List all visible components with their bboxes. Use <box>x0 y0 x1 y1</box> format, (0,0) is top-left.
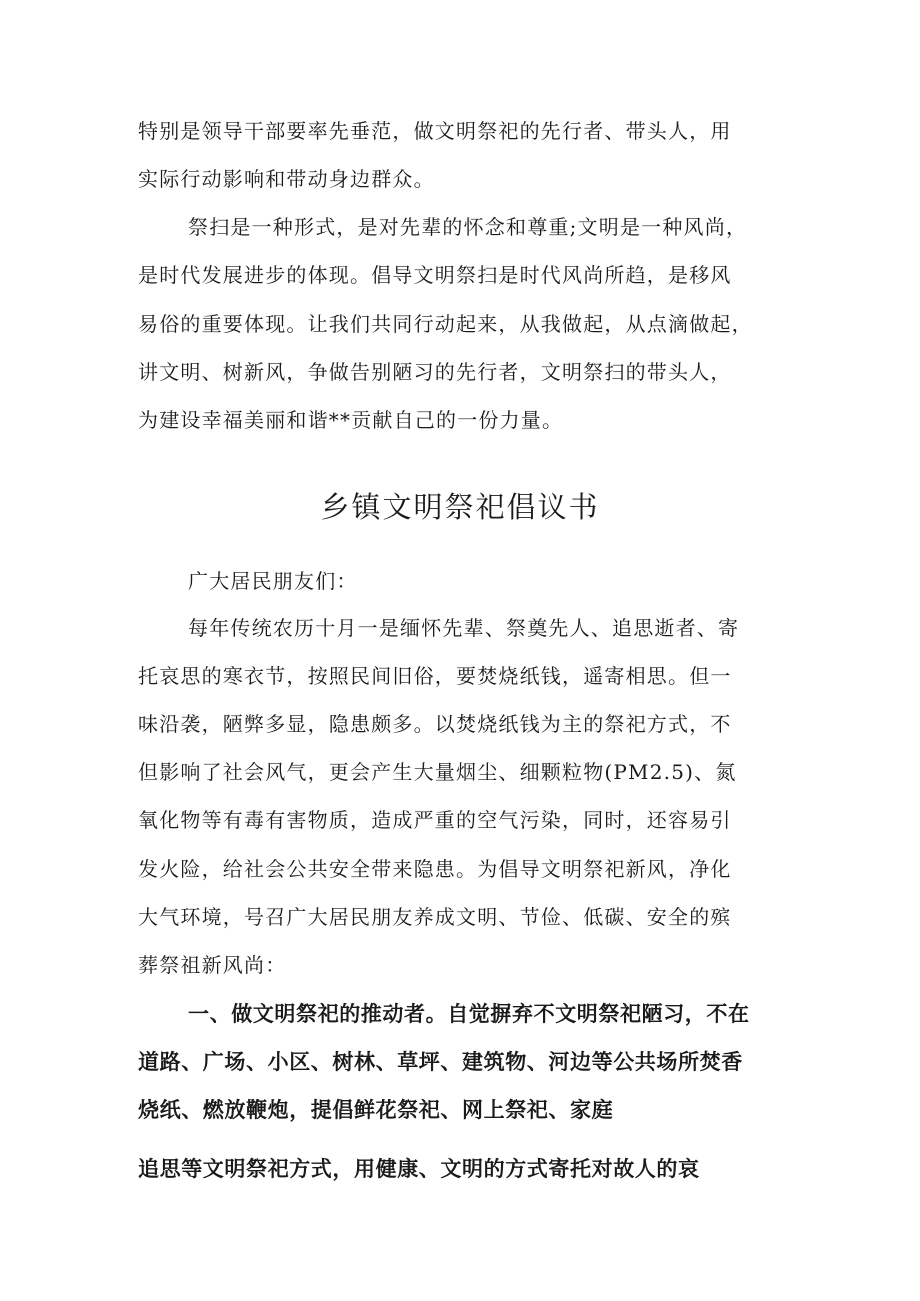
paragraph-line: 为建设幸福美丽和谐**贡献自己的一份力量。 <box>138 408 564 432</box>
paragraph-line: 讲文明、树新风，争做告别陋习的先行者，文明祭扫的带头人， <box>138 360 732 384</box>
paragraph-line: 葬祭祖新风尚： <box>138 953 287 977</box>
bold-paragraph-line: 烧纸、燃放鞭炮，提倡鲜花祭祀、网上祭祀、家庭 <box>138 1098 614 1122</box>
paragraph-line: 但影响了社会风气，更会产生大量烟尘、细颗粒物(PM2.5)、氮 <box>138 760 737 784</box>
paragraph-line: 实际行动影响和带动身边群众。 <box>138 167 435 191</box>
paragraph-line: 易俗的重要体现。让我们共同行动起来，从我做起，从点滴做起， <box>138 312 753 336</box>
paragraph-line: 大气环境，号召广大居民朋友养成文明、节俭、低碳、安全的殡 <box>138 905 732 929</box>
paragraph-line: 每年传统农历十月一是缅怀先辈、祭奠先人、追思逝者、寄 <box>188 616 740 640</box>
bold-paragraph-line: 一、做文明祭祀的推动者。自觉摒弃不文明祭祀陋习，不在 <box>188 1002 750 1026</box>
document-title: 乡镇文明祭祀倡议书 <box>320 490 600 524</box>
paragraph-line: 是时代发展进步的体现。倡导文明祭扫是时代风尚所趋，是移风 <box>138 263 732 287</box>
paragraph-line: 发火险，给社会公共安全带来隐患。为倡导文明祭祀新风，净化 <box>138 857 732 881</box>
paragraph-line: 氧化物等有毒有害物质，造成严重的空气污染，同时，还容易引 <box>138 808 732 832</box>
paragraph-line: 托哀思的寒衣节，按照民间旧俗，要焚烧纸钱，遥寄相思。但一 <box>138 664 732 688</box>
salutation: 广大居民朋友们： <box>188 569 358 593</box>
paragraph-line: 祭扫是一种形式，是对先辈的怀念和尊重;文明是一种风尚， <box>188 215 748 239</box>
paragraph-line: 特别是领导干部要率先垂范，做文明祭祀的先行者、带头人，用 <box>138 119 732 143</box>
bold-paragraph-line: 追思等文明祭祀方式，用健康、文明的方式寄托对故人的哀 <box>138 1157 700 1181</box>
bold-paragraph-line: 道路、广场、小区、树林、草坪、建筑物、河边等公共场所焚香 <box>138 1050 743 1074</box>
paragraph-line: 味沿袭，陋弊多显，隐患颇多。以焚烧纸钱为主的祭祀方式，不 <box>138 712 732 736</box>
